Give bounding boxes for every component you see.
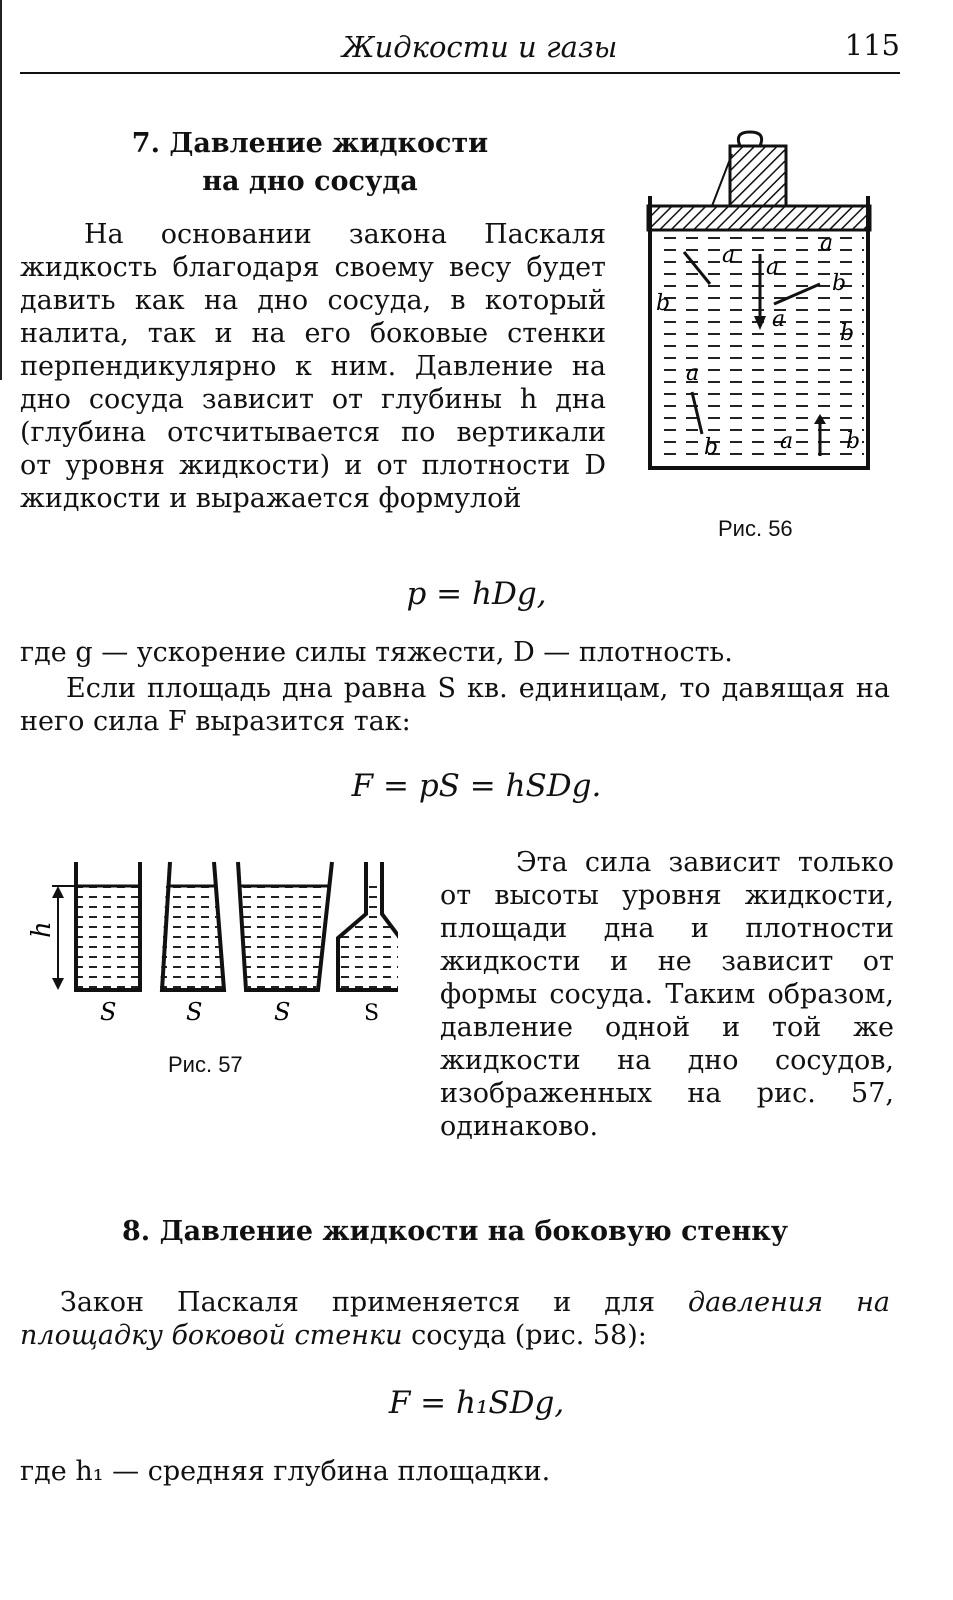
fig56-label: a <box>766 255 780 280</box>
figure-56-caption: Рис. 56 <box>718 516 793 541</box>
fig56-label: a <box>722 243 736 268</box>
fig56-label: b <box>840 321 855 346</box>
section-7-title-line1: 7. Давление жидкости <box>131 128 489 159</box>
fig57-base-label: S <box>100 998 117 1026</box>
section-7-title-line2: на дно сосуда <box>202 166 418 197</box>
formula-force: F = pS = hSDg. <box>351 768 602 804</box>
fig56-label: a <box>780 429 794 454</box>
fig56-label: a <box>772 307 786 332</box>
figure-57-caption: Рис. 57 <box>168 1052 243 1077</box>
fig56-label: a <box>820 231 834 256</box>
section-7-paragraph-1: На основании закона Паскаля жидкость благодаря своему весу будет давить как на дно сосуда, в который налита, так и на его боковые стенки перпендикулярно к ним. Давление на дно сосуда зависит от глубины h дна (глубина отсчитывается по вертикали от уровня жидкости) и от плотности D жидкости и выражается формулой <box>20 219 606 514</box>
figure-57-vessels <box>18 852 398 1042</box>
section-7-paragraph-2: где g — ускорение силы тяжести, D — плотность. <box>20 637 733 668</box>
fig56-label: b <box>832 271 847 296</box>
formula-side-force: F = h₁SDg, <box>388 1385 565 1421</box>
header-title: Жидкости и газы <box>342 30 618 64</box>
section-8-paragraph-1: Закон Паскаля применяется и для давления на площадку боковой стенки сосуда (рис. 58): <box>20 1287 890 1351</box>
fig57-base-label: S <box>274 998 291 1026</box>
section-8-title: 8. Давление жидкости на боковую стенку <box>121 1216 789 1247</box>
section-7-paragraph-4: Эта сила зависит только от высоты уровня жидкости, площади дна и плотности жидкости и не зависит от формы сосуда. Таким образом, давление одной и той же жидкости на дно сосудов, изображенных на рис. 57, одинаково. <box>440 847 894 1142</box>
running-header <box>20 22 900 74</box>
fig57-base-label: S <box>364 1001 380 1026</box>
page-edge-line <box>0 0 2 380</box>
section-7-title <box>100 125 520 201</box>
fig56-label: a <box>686 361 700 386</box>
page-number: 115 <box>844 28 900 62</box>
fig57-height-label: h <box>27 921 57 938</box>
fig56-label: b <box>846 429 861 454</box>
fig56-label: b <box>704 435 719 460</box>
section-7-paragraph-3: Если площадь дна равна S кв. единицам, то давящая на него сила F выразится так: <box>20 673 890 737</box>
section-8-paragraph-2: где h₁ — средняя глубина площадки. <box>20 1456 551 1487</box>
formula-pressure: p = hDg, <box>406 576 547 612</box>
figure-56-vessel-with-piston <box>640 124 880 484</box>
fig57-base-label: S <box>186 998 203 1026</box>
fig56-label: b <box>656 291 671 316</box>
